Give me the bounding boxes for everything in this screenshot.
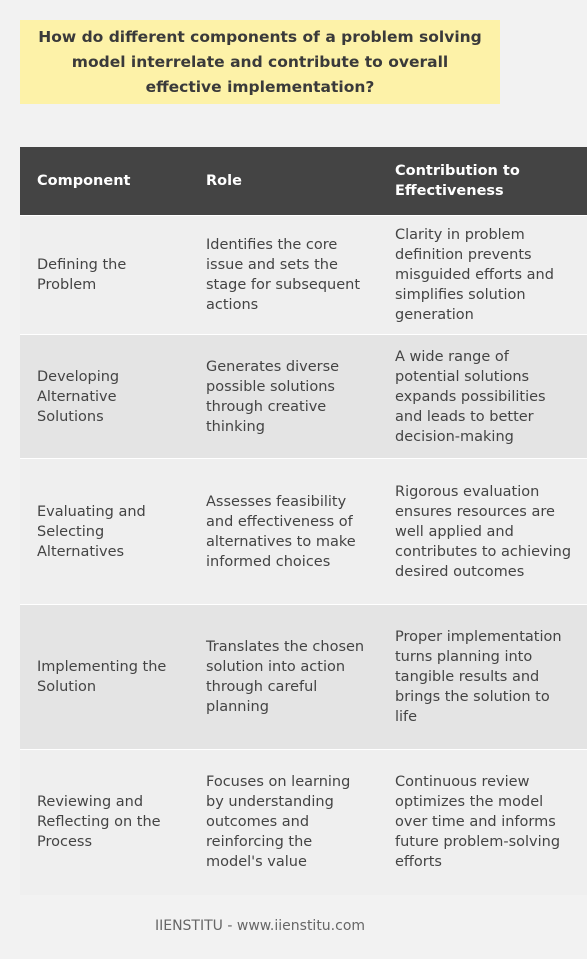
components-table — [20, 147, 587, 895]
question-box — [20, 20, 500, 104]
cell-component: Implementing the Solution — [20, 605, 189, 750]
question-title: How do different components of a problem solving model interrelate and contribute to overall effective implementation? — [38, 27, 482, 96]
cell-role: Focuses on learning by understanding outcomes and reinforcing the model's value — [189, 750, 378, 895]
cell-contribution: A wide range of potential solutions expands possibilities and leads to better decision-making — [378, 335, 587, 459]
table-row — [20, 459, 587, 605]
table-row — [20, 216, 587, 335]
cell-role: Identifies the core issue and sets the stage for subsequent actions — [189, 216, 378, 335]
cell-role: Generates diverse possible solutions through creative thinking — [189, 335, 378, 459]
table-row — [20, 750, 587, 895]
cell-contribution: Proper implementation turns planning into tangible results and brings the solution to life — [378, 605, 587, 750]
footer-credit: IIENSTITU - www.iienstitu.com — [154, 918, 366, 934]
cell-contribution: Continuous review optimizes the model over time and informs future problem-solving efforts — [378, 750, 587, 895]
cell-component: Developing Alternative Solutions — [20, 335, 189, 459]
header-role: Role — [189, 147, 378, 216]
table-header-row — [20, 147, 587, 216]
table-row — [20, 335, 587, 459]
header-contribution: Contribution to Effectiveness — [378, 147, 587, 216]
cell-contribution: Clarity in problem definition prevents misguided efforts and simplifies solution generation — [378, 216, 587, 335]
cell-component: Defining the Problem — [20, 216, 189, 335]
cell-role: Assesses feasibility and effectiveness of alternatives to make informed choices — [189, 459, 378, 605]
table-row — [20, 605, 587, 750]
cell-role: Translates the chosen solution into action through careful planning — [189, 605, 378, 750]
header-component: Component — [20, 147, 189, 216]
cell-component: Reviewing and Reflecting on the Process — [20, 750, 189, 895]
cell-component: Evaluating and Selecting Alternatives — [20, 459, 189, 605]
cell-contribution: Rigorous evaluation ensures resources are well applied and contributes to achieving desired outcomes — [378, 459, 587, 605]
